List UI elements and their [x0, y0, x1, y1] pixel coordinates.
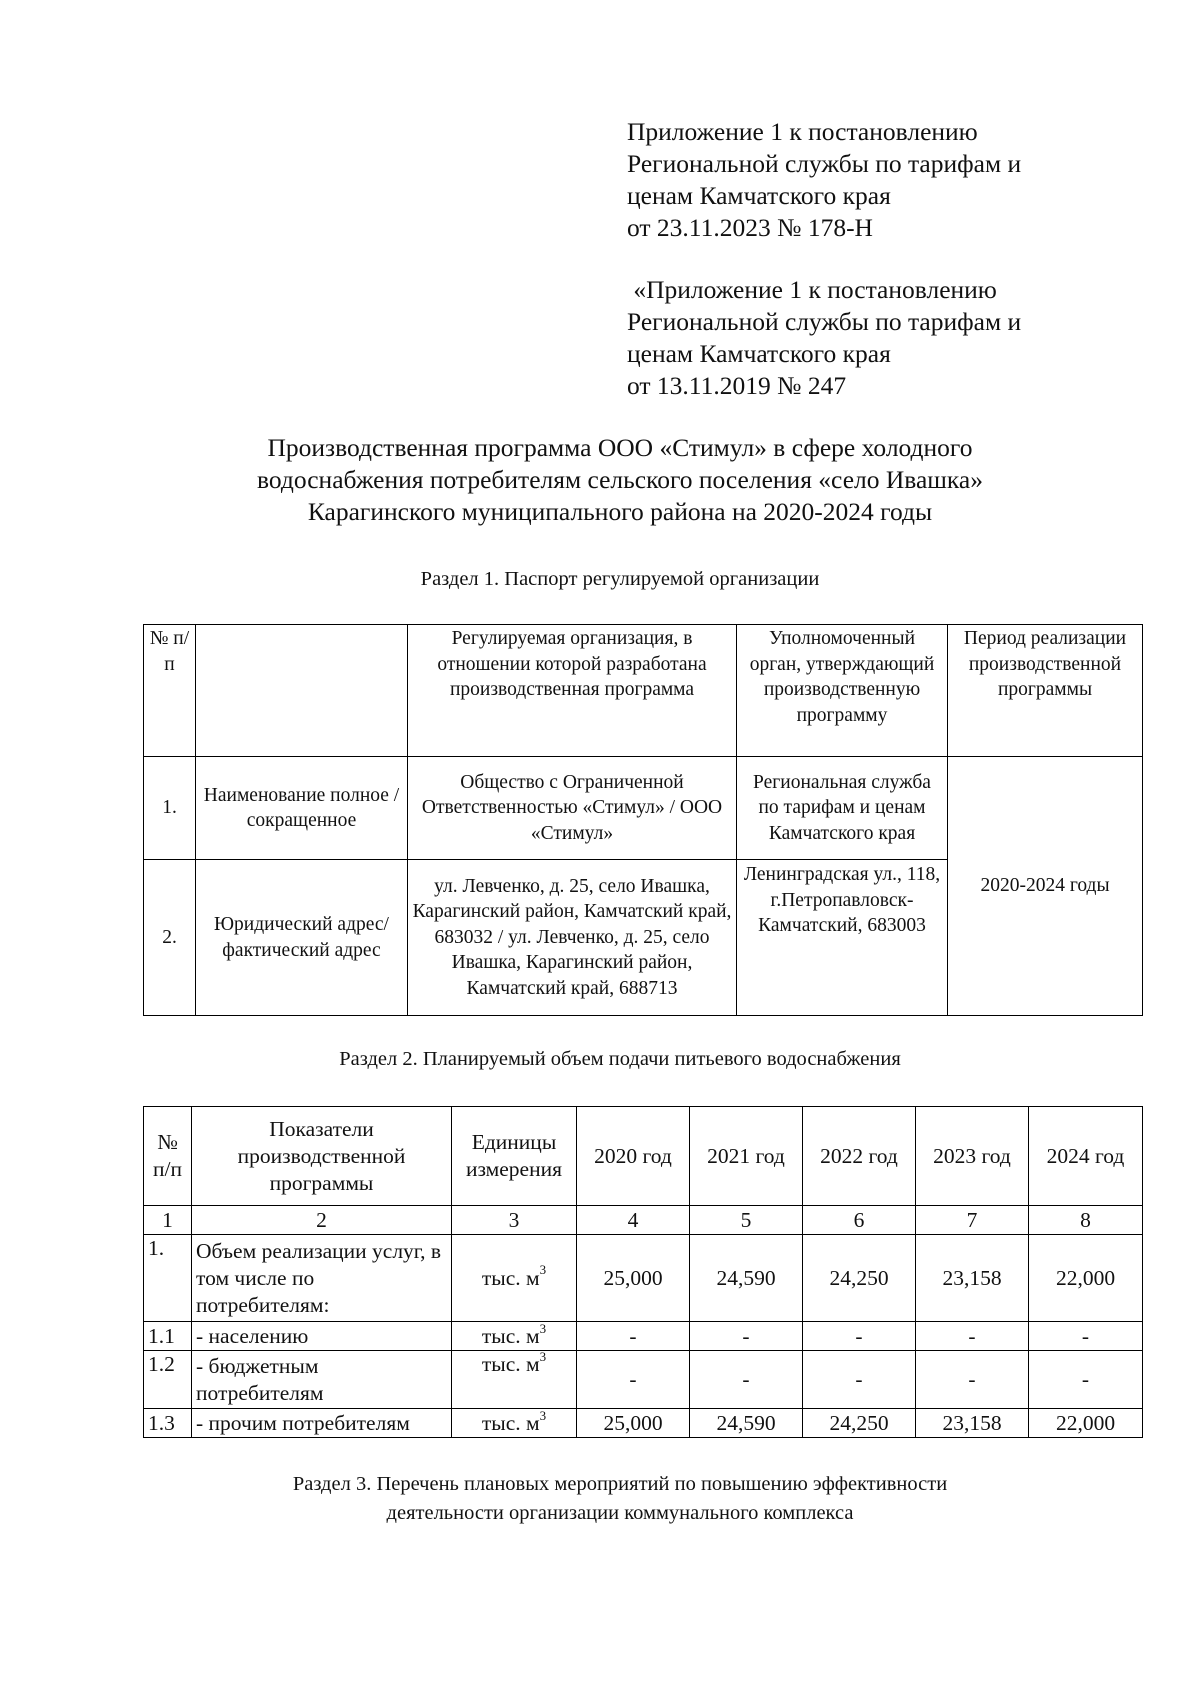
section2-heading: Раздел 2. Планируемый объем подачи питьевого водоснабжения	[339, 1048, 901, 1070]
value-2024: 22,000	[1029, 1235, 1143, 1322]
unit-text: тыс. м	[481, 1411, 540, 1435]
column-number: 5	[690, 1206, 803, 1235]
row-number: 1.1	[144, 1322, 192, 1351]
table-row	[144, 1235, 1143, 1322]
header-cell: 2022 год	[803, 1107, 916, 1206]
unit-text: тыс. м	[481, 1265, 540, 1290]
value-2023: 23,158	[916, 1409, 1029, 1438]
annex-line: ценам Камчатского края	[627, 181, 891, 210]
unit-text: тыс. м	[481, 1352, 540, 1376]
volume-header-row	[144, 1107, 1143, 1206]
authority-cell: Региональная служба по тарифам и ценам Камчатского края	[737, 757, 948, 860]
passport-table	[143, 624, 1143, 1016]
table-row	[144, 1351, 1143, 1409]
header-cell: 2020 год	[577, 1107, 690, 1206]
row-label: Юридический адрес/фактический адрес	[196, 860, 408, 1016]
section3-heading	[100, 1470, 1140, 1528]
header-cell	[196, 625, 408, 757]
value-2021: -	[690, 1322, 803, 1351]
column-number: 7	[916, 1206, 1029, 1235]
value-2024: 22,000	[1029, 1409, 1143, 1438]
value-2024: -	[1029, 1351, 1143, 1409]
unit-cell	[452, 1322, 577, 1351]
unit-exponent: 3	[539, 1350, 547, 1364]
annex-line: ценам Камчатского края	[627, 339, 891, 368]
organization-cell: Общество с Ограниченной Ответственностью «Стимул» / ООО «Стимул»	[408, 757, 737, 860]
section1-heading: Раздел 1. Паспорт регулируемой организации	[420, 568, 820, 590]
annex-original	[627, 274, 1021, 402]
header-cell: Единицы измерения	[452, 1107, 577, 1206]
row-number: 1.2	[144, 1351, 192, 1409]
title-line: Карагинского муниципального района на 2020-2024 годы	[307, 497, 933, 526]
annex-line: от 13.11.2019 № 247	[627, 371, 847, 400]
water-volume-table	[143, 1106, 1143, 1438]
unit-cell	[452, 1409, 577, 1438]
title-line: Производственная программа ООО «Стимул» в сфере холодного	[267, 433, 973, 462]
value-2020: 25,000	[577, 1409, 690, 1438]
value-2020: 25,000	[577, 1235, 690, 1322]
header-cell: Регулируемая организация, в отношении которой разработана производственная программа	[408, 625, 737, 757]
annex-line: «Приложение 1 к постановлению	[627, 275, 997, 304]
passport-header-row	[144, 625, 1143, 757]
passport-row	[144, 757, 1143, 860]
header-cell: Показатели производственной программы	[192, 1107, 452, 1206]
unit-cell	[452, 1351, 577, 1409]
header-cell: Уполномоченный орган, утверждающий производственную программу	[737, 625, 948, 757]
section3-heading-line: деятельности организации коммунального комплекса	[386, 1502, 854, 1524]
indicator-name: - бюджетным потребителям	[192, 1351, 452, 1409]
annex-current	[627, 116, 1021, 244]
value-2020: -	[577, 1351, 690, 1409]
value-2023: 23,158	[916, 1235, 1029, 1322]
value-2021: 24,590	[690, 1235, 803, 1322]
unit-cell	[452, 1235, 577, 1322]
organization-cell: ул. Левченко, д. 25, село Ивашка, Карагинский район, Камчатский край, 683032 / ул. Левченко, д. 25, село Ивашка, Карагинский район, Камчатский край, 688713	[408, 860, 737, 1016]
unit-text: тыс. м	[481, 1324, 540, 1348]
value-2023: -	[916, 1322, 1029, 1351]
unit-exponent: 3	[539, 1321, 547, 1336]
value-2020: -	[577, 1322, 690, 1351]
value-2021: 24,590	[690, 1409, 803, 1438]
header-cell: № п/п	[144, 625, 196, 757]
header-cell: 2024 год	[1029, 1107, 1143, 1206]
title-line: водоснабжения потребителям сельского поселения «село Ивашка»	[256, 465, 983, 494]
value-2022: -	[803, 1322, 916, 1351]
value-2022: 24,250	[803, 1235, 916, 1322]
column-number: 3	[452, 1206, 577, 1235]
row-number: 1.	[144, 1235, 192, 1322]
period-cell: 2020-2024 годы	[948, 757, 1143, 1016]
annex-line: Региональной службы по тарифам и	[627, 307, 1022, 336]
value-2022: 24,250	[803, 1409, 916, 1438]
row-number: 1.	[144, 757, 196, 860]
table-row	[144, 1409, 1143, 1438]
header-cell: 2021 год	[690, 1107, 803, 1206]
value-2022: -	[803, 1351, 916, 1409]
column-number: 8	[1029, 1206, 1143, 1235]
unit-exponent: 3	[539, 1408, 547, 1423]
annex-line: от 23.11.2023 № 178-Н	[627, 213, 873, 242]
header-cell: 2023 год	[916, 1107, 1029, 1206]
document-title	[140, 432, 1100, 528]
column-number: 2	[192, 1206, 452, 1235]
row-label: Наименование полное / сокращенное	[196, 757, 408, 860]
authority-cell: Ленинградская ул., 118, г.Петропавловск-Камчатский, 683003	[737, 860, 948, 1016]
header-cell: № п/п	[144, 1107, 192, 1206]
unit-exponent: 3	[539, 1262, 547, 1278]
indicator-name: Объем реализации услуг, в том числе по потребителям:	[192, 1235, 452, 1322]
indicator-name: - прочим потребителям	[192, 1409, 452, 1438]
row-number: 1.3	[144, 1409, 192, 1438]
header-cell: Период реализации производственной программы	[948, 625, 1143, 757]
indicator-name: - населению	[192, 1322, 452, 1351]
column-number: 1	[144, 1206, 192, 1235]
value-2023: -	[916, 1351, 1029, 1409]
annex-line: Приложение 1 к постановлению	[627, 117, 978, 146]
column-number: 4	[577, 1206, 690, 1235]
column-number: 6	[803, 1206, 916, 1235]
value-2021: -	[690, 1351, 803, 1409]
column-number-row	[144, 1206, 1143, 1235]
value-2024: -	[1029, 1322, 1143, 1351]
table-row	[144, 1322, 1143, 1351]
section3-heading-line: Раздел 3. Перечень плановых мероприятий по повышению эффективности	[292, 1473, 948, 1495]
annex-line: Региональной службы по тарифам и	[627, 149, 1022, 178]
row-number: 2.	[144, 860, 196, 1016]
